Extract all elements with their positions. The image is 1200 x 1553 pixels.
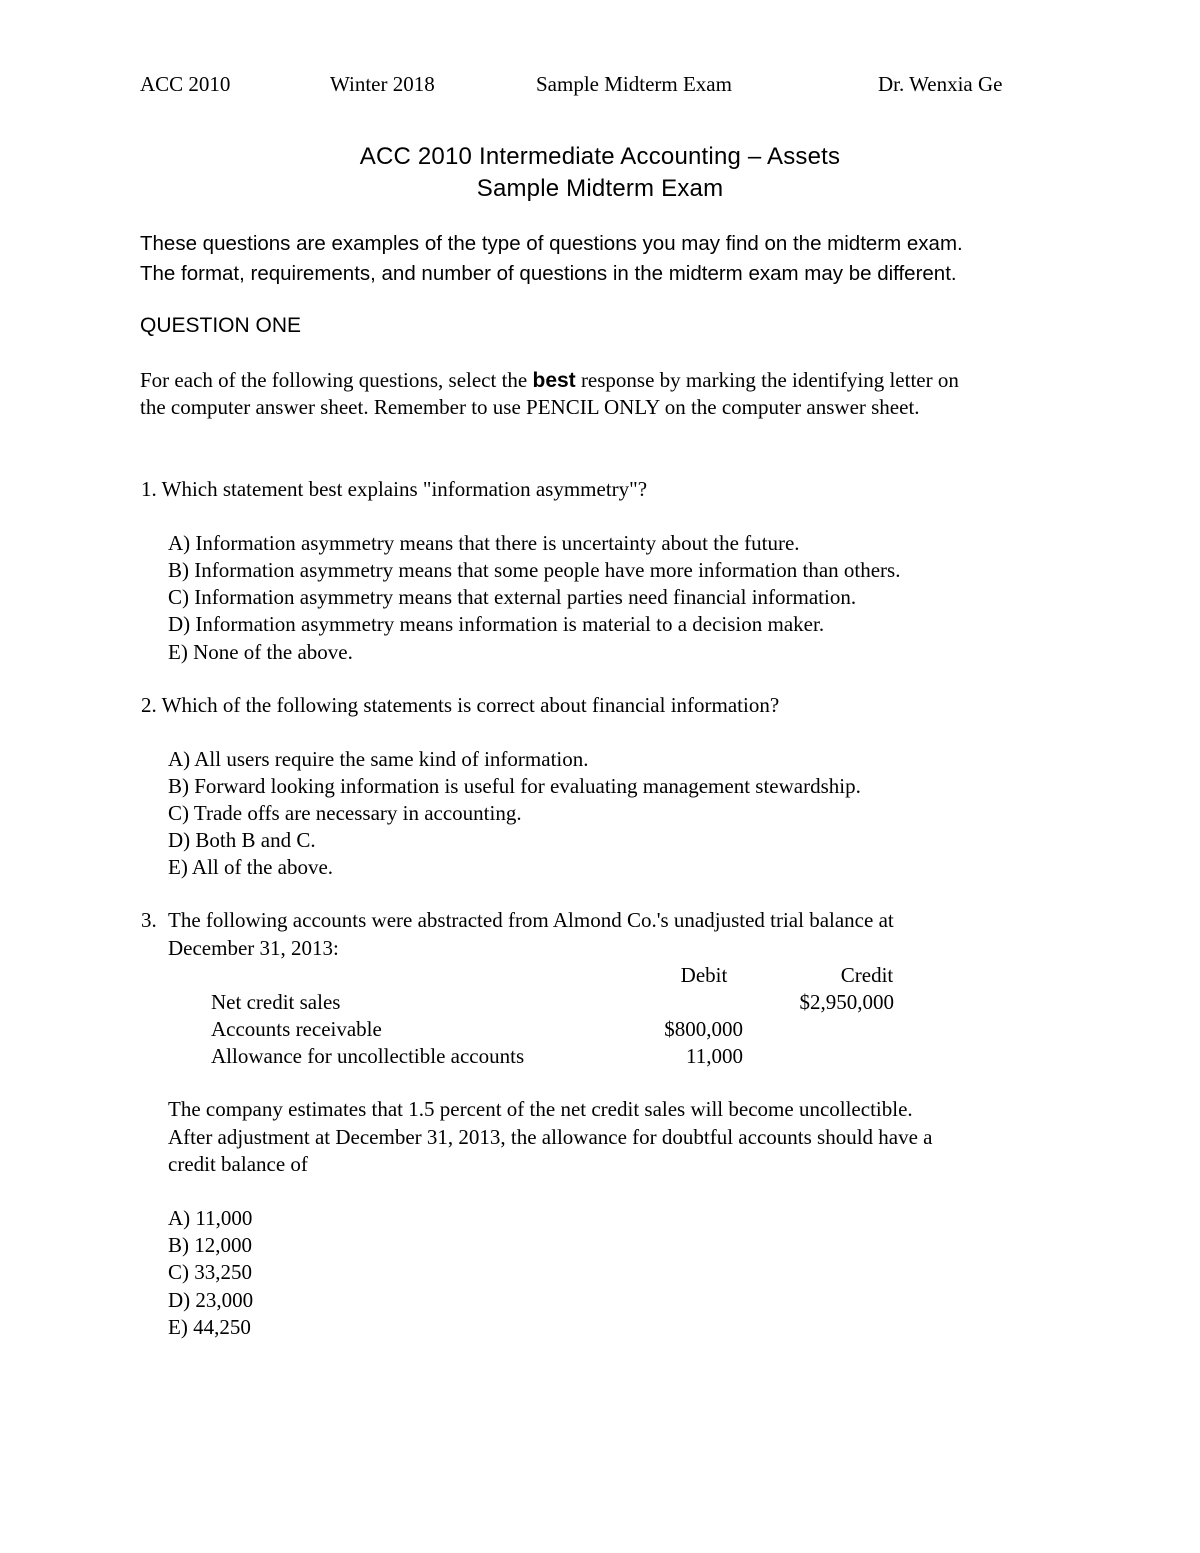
question-3-option: E) 44,250 — [168, 1315, 251, 1339]
table-account: Accounts receivable — [211, 1017, 382, 1041]
question-3-option: C) 33,250 — [168, 1260, 252, 1284]
question-1-option: E) None of the above. — [168, 640, 353, 664]
question-2-stem: 2. Which of the following statements is correct about financial information? — [141, 693, 780, 717]
question-3-option: B) 12,000 — [168, 1233, 252, 1257]
question-2-option: C) Trade offs are necessary in accounting. — [168, 801, 522, 825]
table-debit: 11,000 — [686, 1044, 743, 1068]
instructions-emphasis: best — [532, 369, 576, 392]
table-header-credit: Credit — [840, 963, 894, 987]
question-3-body-line-1: The company estimates that 1.5 percent of the net credit sales will become uncollectible. — [168, 1097, 913, 1121]
intro-line-2: The format, requirements, and number of questions in the midterm exam may be different. — [140, 262, 957, 285]
question-1-option: A) Information asymmetry means that there is uncertainty about the future. — [168, 531, 800, 555]
question-3-body-line-3: credit balance of — [168, 1152, 308, 1176]
instructions-line-2: the computer answer sheet. Remember to use PENCIL ONLY on the computer answer sheet. — [140, 395, 920, 419]
table-account: Allowance for uncollectible accounts — [211, 1044, 525, 1068]
question-3-body-line-2: After adjustment at December 31, 2013, the allowance for doubtful accounts should have a — [168, 1125, 933, 1149]
question-3-option: A) 11,000 — [168, 1206, 253, 1230]
intro-line-1: These questions are examples of the type of questions you may find on the midterm exam. — [140, 232, 963, 255]
question-2-option: B) Forward looking information is useful for evaluating management stewardship. — [168, 774, 861, 798]
exam-subtitle: Sample Midterm Exam — [476, 175, 724, 202]
question-1-stem: 1. Which statement best explains "information asymmetry"? — [141, 477, 648, 501]
question-3-option: D) 23,000 — [168, 1288, 254, 1312]
question-3-stem-line-2: December 31, 2013: — [168, 936, 339, 960]
table-header-debit: Debit — [680, 963, 728, 987]
instructions-text: response by marking the identifying letter on — [575, 368, 959, 392]
table-account: Net credit sales — [211, 990, 341, 1014]
section-heading: QUESTION ONE — [140, 314, 302, 337]
question-1-option: C) Information asymmetry means that external parties need financial information. — [168, 585, 857, 609]
exam-title: ACC 2010 Intermediate Accounting – Assets — [359, 143, 841, 170]
question-1-option: B) Information asymmetry means that some people have more information than others. — [168, 558, 901, 582]
question-2-option: A) All users require the same kind of information. — [168, 747, 589, 771]
question-3-number: 3. — [141, 908, 157, 932]
table-credit: $2,950,000 — [799, 990, 894, 1014]
table-debit: $800,000 — [664, 1017, 743, 1041]
instructions-text: For each of the following questions, select the — [140, 368, 533, 392]
header-document-title: Sample Midterm Exam — [536, 72, 732, 96]
question-2-option: D) Both B and C. — [168, 828, 316, 852]
question-1-option: D) Information asymmetry means information is material to a decision maker. — [168, 612, 825, 636]
instructions-line-1 — [140, 368, 959, 393]
header-instructor: Dr. Wenxia Ge — [878, 72, 1003, 96]
question-2-option: E) All of the above. — [168, 855, 334, 879]
header-term: Winter 2018 — [330, 72, 435, 96]
question-3-stem-line-1: The following accounts were abstracted from Almond Co.'s unadjusted trial balance at — [168, 908, 894, 932]
header-course: ACC 2010 — [140, 72, 231, 96]
